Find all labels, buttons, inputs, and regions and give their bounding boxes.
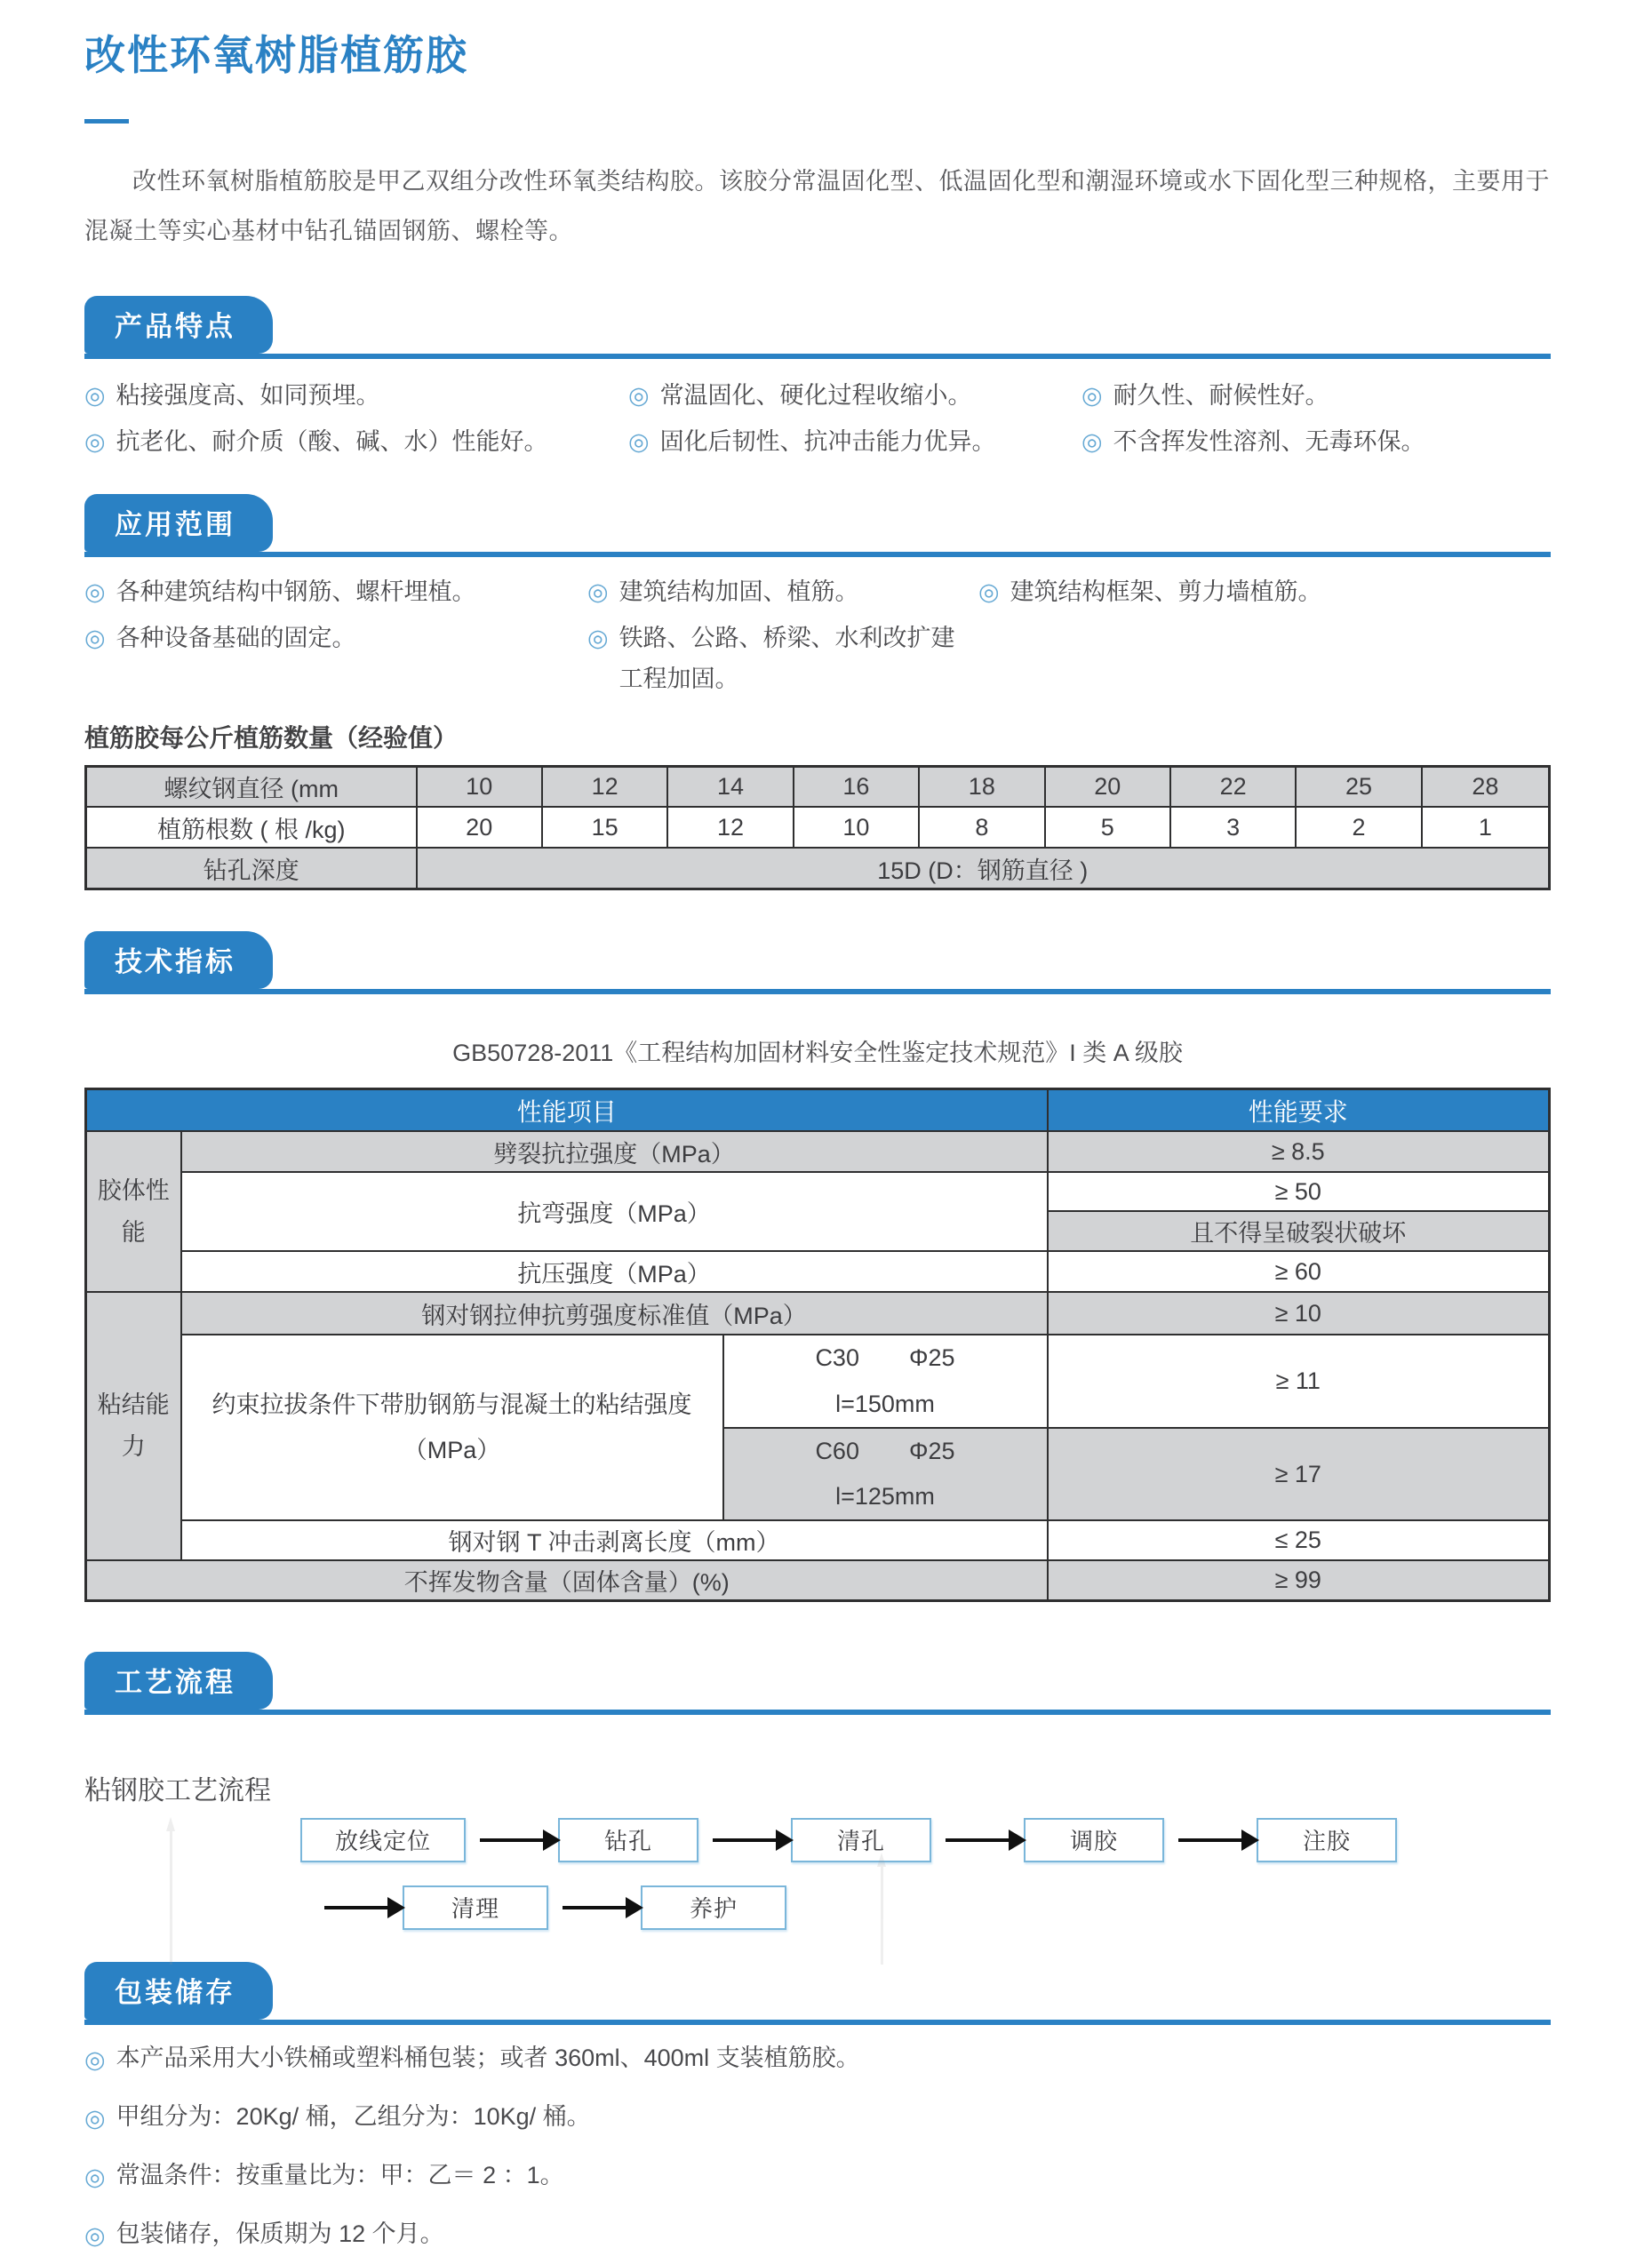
- section-header-packaging: [84, 1962, 1551, 2025]
- concrete-grade: C30: [815, 1344, 859, 1372]
- spec-value: ≥ 10: [1048, 1292, 1550, 1335]
- double-circle-icon: ◎: [84, 624, 106, 651]
- section-title: 工艺流程: [115, 1666, 235, 1698]
- list-item-text: 耐久性、耐候性好。: [1113, 381, 1329, 409]
- section-title: 应用范围: [115, 508, 235, 540]
- flow-row-1: [84, 1818, 1551, 1862]
- double-circle-icon: ◎: [587, 578, 609, 605]
- table-cell: 16: [794, 766, 919, 807]
- table-row: [86, 1520, 1550, 1560]
- table-cell: 1: [1422, 807, 1550, 848]
- table-header-row: [86, 1088, 1550, 1131]
- table-cell: 10: [417, 766, 542, 807]
- title-underline: [84, 119, 129, 124]
- flow-step: 钻孔: [558, 1818, 698, 1862]
- section-header-tech: [84, 931, 1551, 994]
- table-cell: 14: [667, 766, 793, 807]
- list-item-text: 不含挥发性溶剂、无毒环保。: [1113, 427, 1425, 455]
- section-badge-process: [84, 1652, 273, 1710]
- bar-diameter: Φ25: [908, 1437, 955, 1464]
- table-cell: 8: [919, 807, 1044, 848]
- arrow-right-icon: [946, 1838, 1010, 1842]
- table-row: [86, 1251, 1550, 1292]
- spec-label: [181, 1335, 723, 1520]
- section-header-process: [84, 1652, 1551, 1715]
- bar-diameter: Φ25: [908, 1344, 955, 1372]
- section-title: 技术指标: [115, 945, 235, 977]
- arrow-right-icon: [713, 1838, 777, 1842]
- list-item: [587, 618, 978, 699]
- table-cell: 18: [919, 766, 1044, 807]
- list-item: [628, 375, 1081, 416]
- depth-value-cell: 15D (D：钢筋直径 ): [417, 848, 1550, 889]
- row-header-depth: 钻孔深度: [86, 848, 417, 889]
- section-badge-packaging: [84, 1962, 273, 2020]
- applications-list: [84, 571, 1551, 699]
- double-circle-icon: ◎: [84, 2163, 106, 2190]
- page-title: 改性环氧树脂植筋胶: [84, 32, 468, 78]
- flow-step: 注胶: [1257, 1818, 1397, 1862]
- flow-step: 养护: [641, 1885, 786, 1930]
- spec-label: 不挥发物含量（固体含量）(%): [86, 1560, 1048, 1600]
- table-row: [86, 1335, 1550, 1428]
- table-cell: 12: [667, 807, 793, 848]
- column-header-item: 性能项目: [86, 1088, 1048, 1131]
- embed-length: l=125mm: [835, 1483, 935, 1511]
- condition-cell-c30: [723, 1335, 1048, 1428]
- list-item: [628, 421, 1081, 462]
- section-header-features: [84, 296, 1551, 359]
- list-item: [84, 2156, 1551, 2197]
- rebar-table-caption: 植筋胶每公斤植筋数量（经验值）: [84, 723, 459, 752]
- list-item-text: 常温固化、硬化过程收缩小。: [659, 381, 972, 409]
- condition-cell-c60: [723, 1428, 1048, 1521]
- table-row: [86, 848, 1550, 889]
- spec-value: 且不得呈破裂状破坏: [1048, 1211, 1550, 1251]
- packaging-list: [84, 2039, 1551, 2256]
- list-item: [978, 571, 1551, 612]
- table-row: [86, 1172, 1550, 1211]
- spec-value: ≥ 11: [1048, 1335, 1550, 1428]
- group-header-bond: 粘结能力: [86, 1292, 181, 1560]
- spec-label: 钢对钢拉伸抗剪强度标准值（MPa）: [181, 1292, 1048, 1335]
- list-item: [84, 571, 587, 612]
- double-circle-icon: ◎: [1081, 381, 1103, 409]
- table-cell: 28: [1422, 766, 1550, 807]
- double-circle-icon: ◎: [84, 2221, 106, 2249]
- table-cell: 12: [542, 766, 667, 807]
- group-header-glue: 胶体性能: [86, 1131, 181, 1292]
- spec-value: ≥ 60: [1048, 1251, 1550, 1292]
- double-circle-icon: ◎: [84, 578, 106, 605]
- list-item: [1081, 375, 1551, 416]
- section-badge-tech: [84, 931, 273, 989]
- spec-label: 劈裂抗拉强度（MPa）: [181, 1131, 1048, 1172]
- list-item-text: 抗老化、耐介质（酸、碱、水）性能好。: [116, 427, 548, 455]
- spec-value: ≥ 99: [1048, 1560, 1550, 1600]
- spec-label: 抗弯强度（MPa）: [181, 1172, 1048, 1251]
- list-item-text: 各种建筑结构中钢筋、螺杆埋植。: [116, 578, 476, 605]
- table-row: [86, 807, 1550, 848]
- list-item-text: 建筑结构加固、植筋。: [619, 578, 859, 605]
- list-item-text: 固化后韧性、抗冲击能力优异。: [659, 427, 996, 455]
- table-row: [86, 1560, 1550, 1600]
- table-cell: 20: [1045, 766, 1170, 807]
- table-cell: 2: [1296, 807, 1421, 848]
- arrow-right-icon: [480, 1838, 544, 1842]
- section-badge-applications: [84, 494, 273, 552]
- flow-step: 清理: [403, 1885, 548, 1930]
- table-cell: 25: [1296, 766, 1421, 807]
- flow-row-2: [84, 1885, 1551, 1930]
- table-cell: 3: [1170, 807, 1296, 848]
- spec-label-line1: 约束拉拔条件下带肋钢筋与混凝土的粘结强度: [211, 1391, 692, 1418]
- list-item-text: 铁路、公路、桥梁、水利改扩建工程加固。: [619, 624, 955, 692]
- list-item-text: 各种设备基础的固定。: [116, 624, 356, 651]
- spec-value: ≥ 17: [1048, 1428, 1550, 1521]
- list-item-text: 建筑结构框架、剪力墙植筋。: [1010, 578, 1322, 605]
- list-item: [84, 421, 628, 462]
- list-item-text: 常温条件：按重量比为：甲：乙＝ 2 ：1。: [116, 2161, 564, 2188]
- list-item: [84, 2098, 1551, 2139]
- double-circle-icon: ◎: [978, 578, 1000, 605]
- intro-paragraph: 改性环氧树脂植筋胶是甲乙双组分改性环氧类结构胶。该胶分常温固化型、低温固化型和潮湿环境或水下固化型三种规格，主要用于混凝土等实心基材中钻孔锚固钢筋、螺栓等。: [84, 168, 1550, 244]
- tech-standard-caption: GB50728-2011《工程结构加固材料安全性鉴定技术规范》I 类 A 级胶: [452, 1039, 1183, 1066]
- list-item-text: 甲组分为：20Kg/ 桶，乙组分为：10Kg/ 桶。: [116, 2102, 591, 2130]
- process-flowchart: [84, 1768, 1551, 1930]
- double-circle-icon: ◎: [84, 427, 106, 455]
- section-title: 包装储存: [115, 1976, 235, 2008]
- double-circle-icon: ◎: [628, 381, 650, 409]
- section-badge-features: [84, 296, 273, 354]
- table-row: [86, 766, 1550, 807]
- list-item-text: 粘接强度高、如同预埋。: [116, 381, 380, 409]
- spec-value: ≥ 8.5: [1048, 1131, 1550, 1172]
- spec-label-line2: （MPa）: [403, 1436, 501, 1463]
- flow-step: 调胶: [1024, 1818, 1164, 1862]
- double-circle-icon: ◎: [628, 427, 650, 455]
- arrow-right-icon: [1178, 1838, 1242, 1842]
- section-header-applications: [84, 494, 1551, 557]
- spec-label: 抗压强度（MPa）: [181, 1251, 1048, 1292]
- flow-step: 清孔: [791, 1818, 931, 1862]
- tech-spec-table: [84, 1088, 1551, 1602]
- double-circle-icon: ◎: [84, 381, 106, 409]
- section-title: 产品特点: [115, 310, 235, 342]
- table-row: [86, 1292, 1550, 1335]
- concrete-grade: C60: [815, 1437, 859, 1464]
- table-row: [86, 1131, 1550, 1172]
- table-cell: 22: [1170, 766, 1296, 807]
- list-item-text: 包装储存，保质期为 12 个月。: [116, 2220, 444, 2247]
- double-circle-icon: ◎: [587, 624, 609, 651]
- list-item-text: 本产品采用大小铁桶或塑料桶包装；或者 360ml、400ml 支装植筋胶。: [116, 2044, 860, 2071]
- table-cell: 10: [794, 807, 919, 848]
- spec-label: 钢对钢 T 冲击剥离长度（mm）: [181, 1520, 1048, 1560]
- table-cell: 15: [542, 807, 667, 848]
- list-item: [587, 571, 978, 612]
- row-header-count: 植筋根数 ( 根 /kg): [86, 807, 417, 848]
- spec-value: ≥ 50: [1048, 1172, 1550, 1211]
- double-circle-icon: ◎: [84, 2045, 106, 2073]
- spec-value: ≤ 25: [1048, 1520, 1550, 1560]
- list-item: [84, 2215, 1551, 2256]
- list-item: [1081, 421, 1551, 462]
- rebar-count-table: [84, 765, 1551, 890]
- double-circle-icon: ◎: [84, 2104, 106, 2132]
- double-circle-icon: ◎: [1081, 427, 1103, 455]
- list-item: [84, 2039, 1551, 2080]
- arrow-right-icon: [563, 1906, 626, 1909]
- embed-length: l=150mm: [835, 1390, 935, 1417]
- table-cell: 20: [417, 807, 542, 848]
- features-list: [84, 375, 1551, 462]
- list-item: [84, 618, 587, 699]
- row-header-diameter: 螺纹钢直径 (mm: [86, 766, 417, 807]
- column-header-requirement: 性能要求: [1048, 1088, 1550, 1131]
- arrow-right-icon: [324, 1906, 388, 1909]
- process-subtitle: 粘钢胶工艺流程: [84, 1775, 271, 1806]
- list-item: [84, 375, 628, 416]
- table-cell: 5: [1045, 807, 1170, 848]
- flow-step: 放线定位: [300, 1818, 466, 1862]
